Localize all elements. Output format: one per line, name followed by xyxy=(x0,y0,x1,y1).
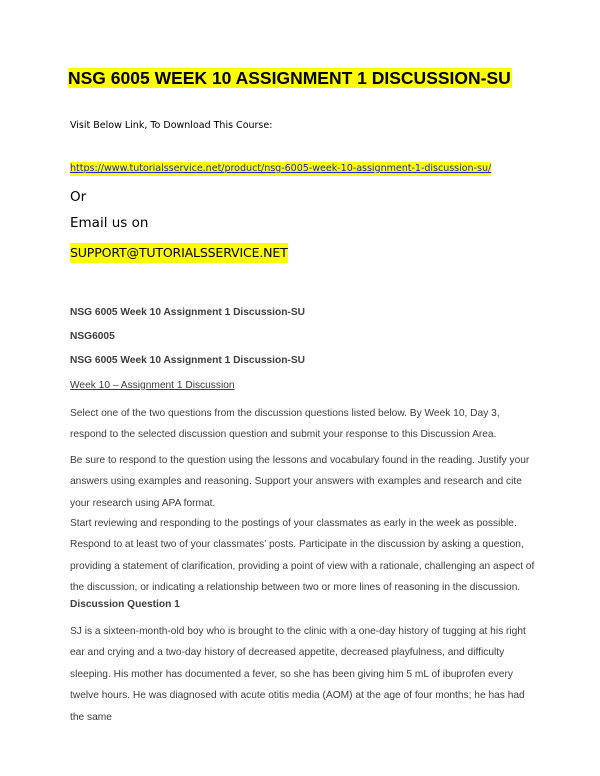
or-separator: Or xyxy=(70,189,87,205)
document-title-text: NSG 6005 WEEK 10 ASSIGNMENT 1 DISCUSSION-SU xyxy=(68,68,511,88)
discussion-question-heading: Discussion Question 1 xyxy=(70,599,180,610)
instructions-paragraph-1: Select one of the two questions from the discussion questions listed below. By Week 10, Day 3, respond to the selected discussion question and submit your response to this Discussion Area. xyxy=(70,408,500,441)
support-email: SUPPORT@TUTORIALSSERVICE.NET xyxy=(70,243,288,263)
discussion-question-text: SJ is a sixteen-month-old boy who is brought to the clinic with a one-day history of tugging at his right ear and crying and a two-day history of decreased appetite, decreased playfulness, and difficulty sleeping. His mother has documented a fever, so she has been giving him 5 mL of ibuprofen every twelve hours. He was diagnosed with acute otitis media (AOM) at the age of four months; he has had the same xyxy=(70,626,526,723)
document-title xyxy=(68,67,512,89)
email-us-label: Email us on xyxy=(70,215,149,231)
course-heading-2: NSG 6005 Week 10 Assignment 1 Discussion-SU xyxy=(70,355,305,366)
instructions-paragraph-2: Be sure to respond to the question using the lessons and vocabulary found in the reading. Justify your answers using examples and reasoning. Support your answers with examples and research and cite your research using APA format. xyxy=(70,455,530,509)
course-heading-1: NSG 6005 Week 10 Assignment 1 Discussion-SU xyxy=(70,307,305,318)
course-download-link[interactable]: https://www.tutorialsservice.net/product/nsg-6005-week-10-assignment-1-discussion-su/ xyxy=(70,163,492,174)
course-code: NSG6005 xyxy=(70,331,115,342)
instructions-paragraph-3: Start reviewing and responding to the postings of your classmates as early in the week as possible. Respond to at least two of your classmates’ posts. Participate in the discussion by asking a question, providing a statement of clarification, providing a point of view with a rationale, challenging an aspect of the discussion, or indicating a relationship between two or more lines of reasoning in the discussion. xyxy=(70,518,535,594)
visit-link-instruction: Visit Below Link, To Download This Course: xyxy=(70,120,273,131)
week-heading: Week 10 – Assignment 1 Discussion xyxy=(70,380,235,391)
